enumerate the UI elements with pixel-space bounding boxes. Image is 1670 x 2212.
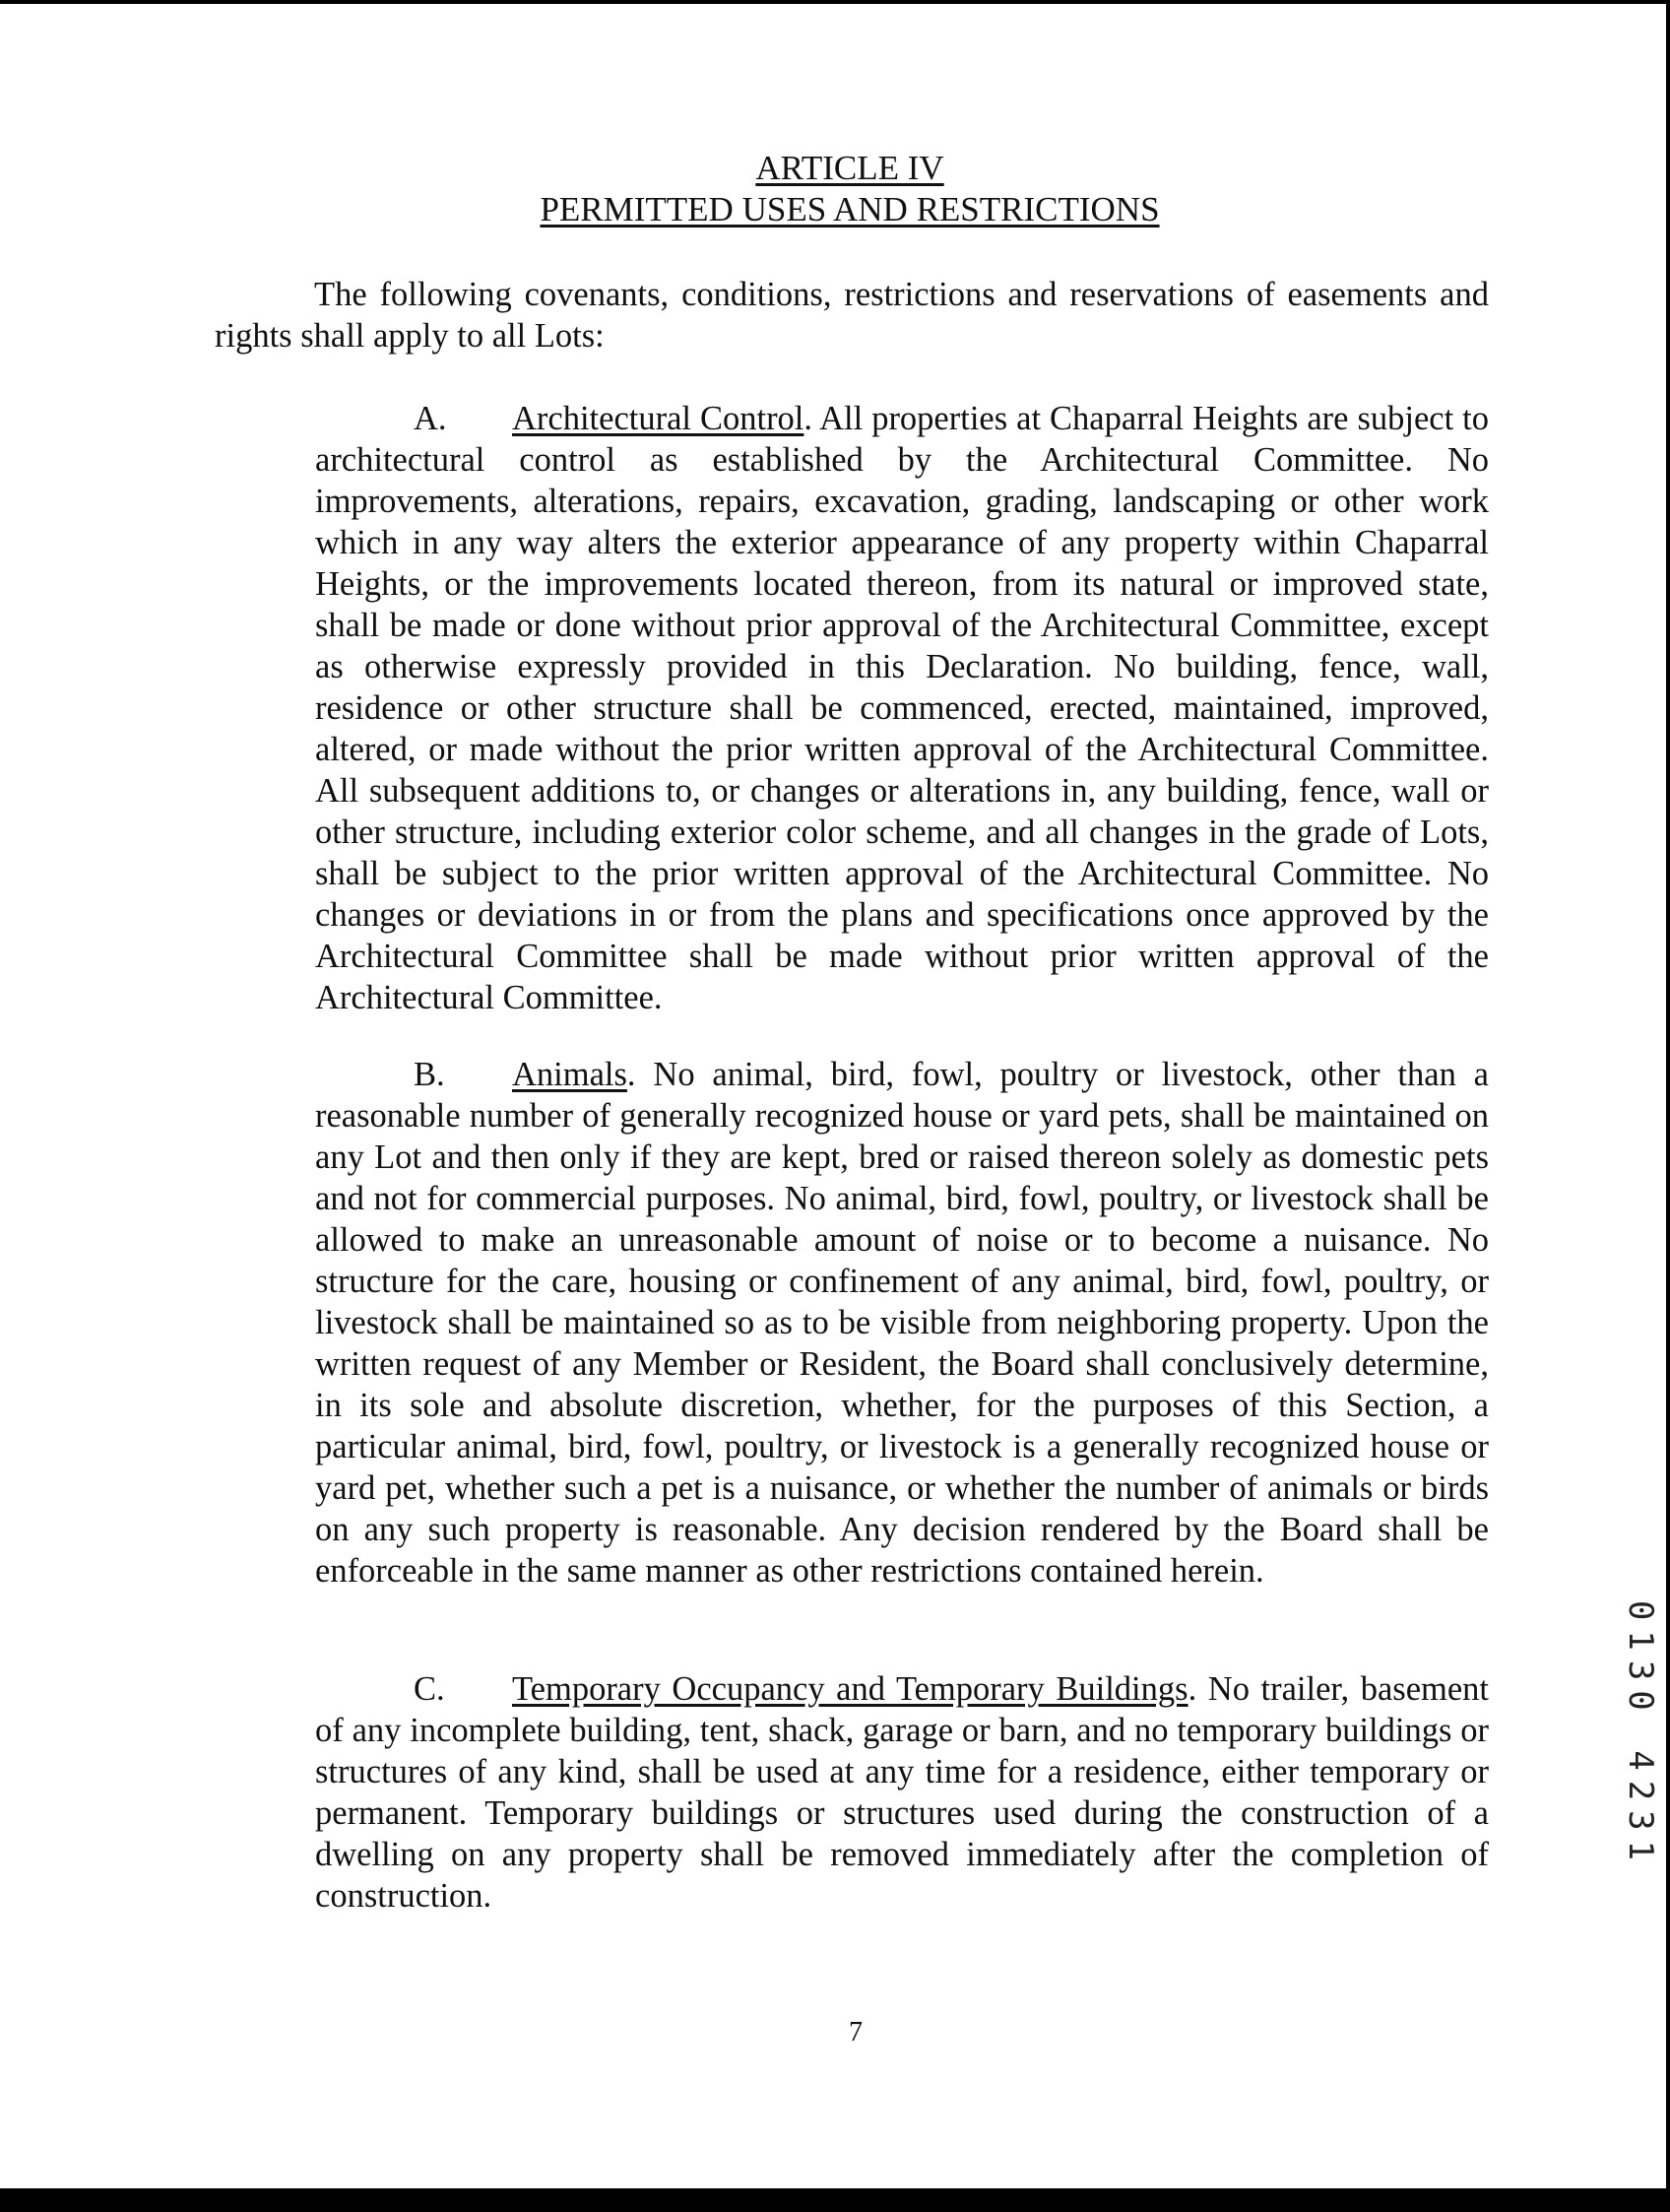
scan-edge-bottom bbox=[0, 2188, 1670, 2212]
article-title bbox=[0, 148, 1670, 230]
page-number: 7 bbox=[849, 2017, 863, 2048]
scan-edge-right bbox=[1666, 0, 1670, 2212]
section-a-body: . All properties at Chaparral Heights are subject to architectural control as established by the Architectural Committee. No improvements, alterations, repairs, excavation, grading, landscaping or other work which in any way alters the exterior appearance of any property within Chaparral Heights, or the improvements located thereon, from its natural or improved state, shall be made or done without prior approval of the Architectural Committee, except as otherwise expressly provided in this Declaration. No building, fence, wall, residence or other structure shall be commenced, erected, maintained, improved, altered, or made without the prior written approval of the Architectural Committee. All subsequent additions to, or changes or alterations in, any building, fence, wall or other structure, including exterior color scheme, and all changes in the grade of Lots, shall be subject to the prior written approval of the Architectural Committee. No changes or deviations in or from the plans and specifications once approved by the Architectural Committee shall be made without prior written approval of the Architectural Committee. bbox=[315, 400, 1489, 1016]
recording-stamp bbox=[1621, 1548, 1660, 1922]
section-b-letter: B. bbox=[414, 1056, 445, 1093]
article-number: ARTICLE IV bbox=[755, 149, 944, 187]
section-b-heading: Animals bbox=[512, 1056, 627, 1093]
section-a bbox=[315, 398, 1489, 1018]
scan-edge-top bbox=[0, 0, 1670, 4]
intro-paragraph: The following covenants, conditions, restrictions and reservations of easements and rights shall apply to all Lots: bbox=[215, 276, 1489, 355]
section-b-body: . No animal, bird, fowl, poultry or livestock, other than a reasonable number of generally recognized house or yard pets, shall be maintained on any Lot and then only if they are kept, bred or raised thereon solely as domestic pets and not for commercial purposes. No animal, bird, fowl, poultry, or livestock shall be allowed to make an unreasonable amount of noise or to become a nuisance. No structure for the care, housing or confinement of any animal, bird, fowl, poultry, or livestock shall be maintained so as to be visible from neighboring property. Upon the written request of any Member or Resident, the Board shall conclusively determine, in its sole and absolute discretion, whether, for the purposes of this Section, a particular animal, bird, fowl, poultry, or livestock is a generally recognized house or yard pet, whether such a pet is a nuisance, or whether the number of animals or birds on any such property is reasonable. Any decision rendered by the Board shall be enforceable in the same manner as other restrictions contained herein. bbox=[315, 1056, 1489, 1590]
section-c-letter: C. bbox=[414, 1670, 445, 1708]
section-c-body: . No trailer, basement of any incomplete building, tent, shack, garage or barn, and no temporary buildings or structures of any kind, shall be used at any time for a residence, either temporary or permanent. Temporary buildings or structures used during the construction of a dwelling on any property shall be removed immediately after the completion of construction. bbox=[315, 1670, 1489, 1915]
section-c-heading: Temporary Occupancy and Temporary Buildings bbox=[512, 1670, 1188, 1708]
recording-stamp-text: 0130 4231 bbox=[1621, 1599, 1661, 1871]
article-heading: PERMITTED USES AND RESTRICTIONS bbox=[540, 190, 1160, 228]
section-a-heading: Architectural Control bbox=[512, 400, 804, 437]
section-c bbox=[315, 1668, 1489, 1917]
section-a-letter: A. bbox=[414, 400, 447, 437]
section-b bbox=[315, 1054, 1489, 1592]
